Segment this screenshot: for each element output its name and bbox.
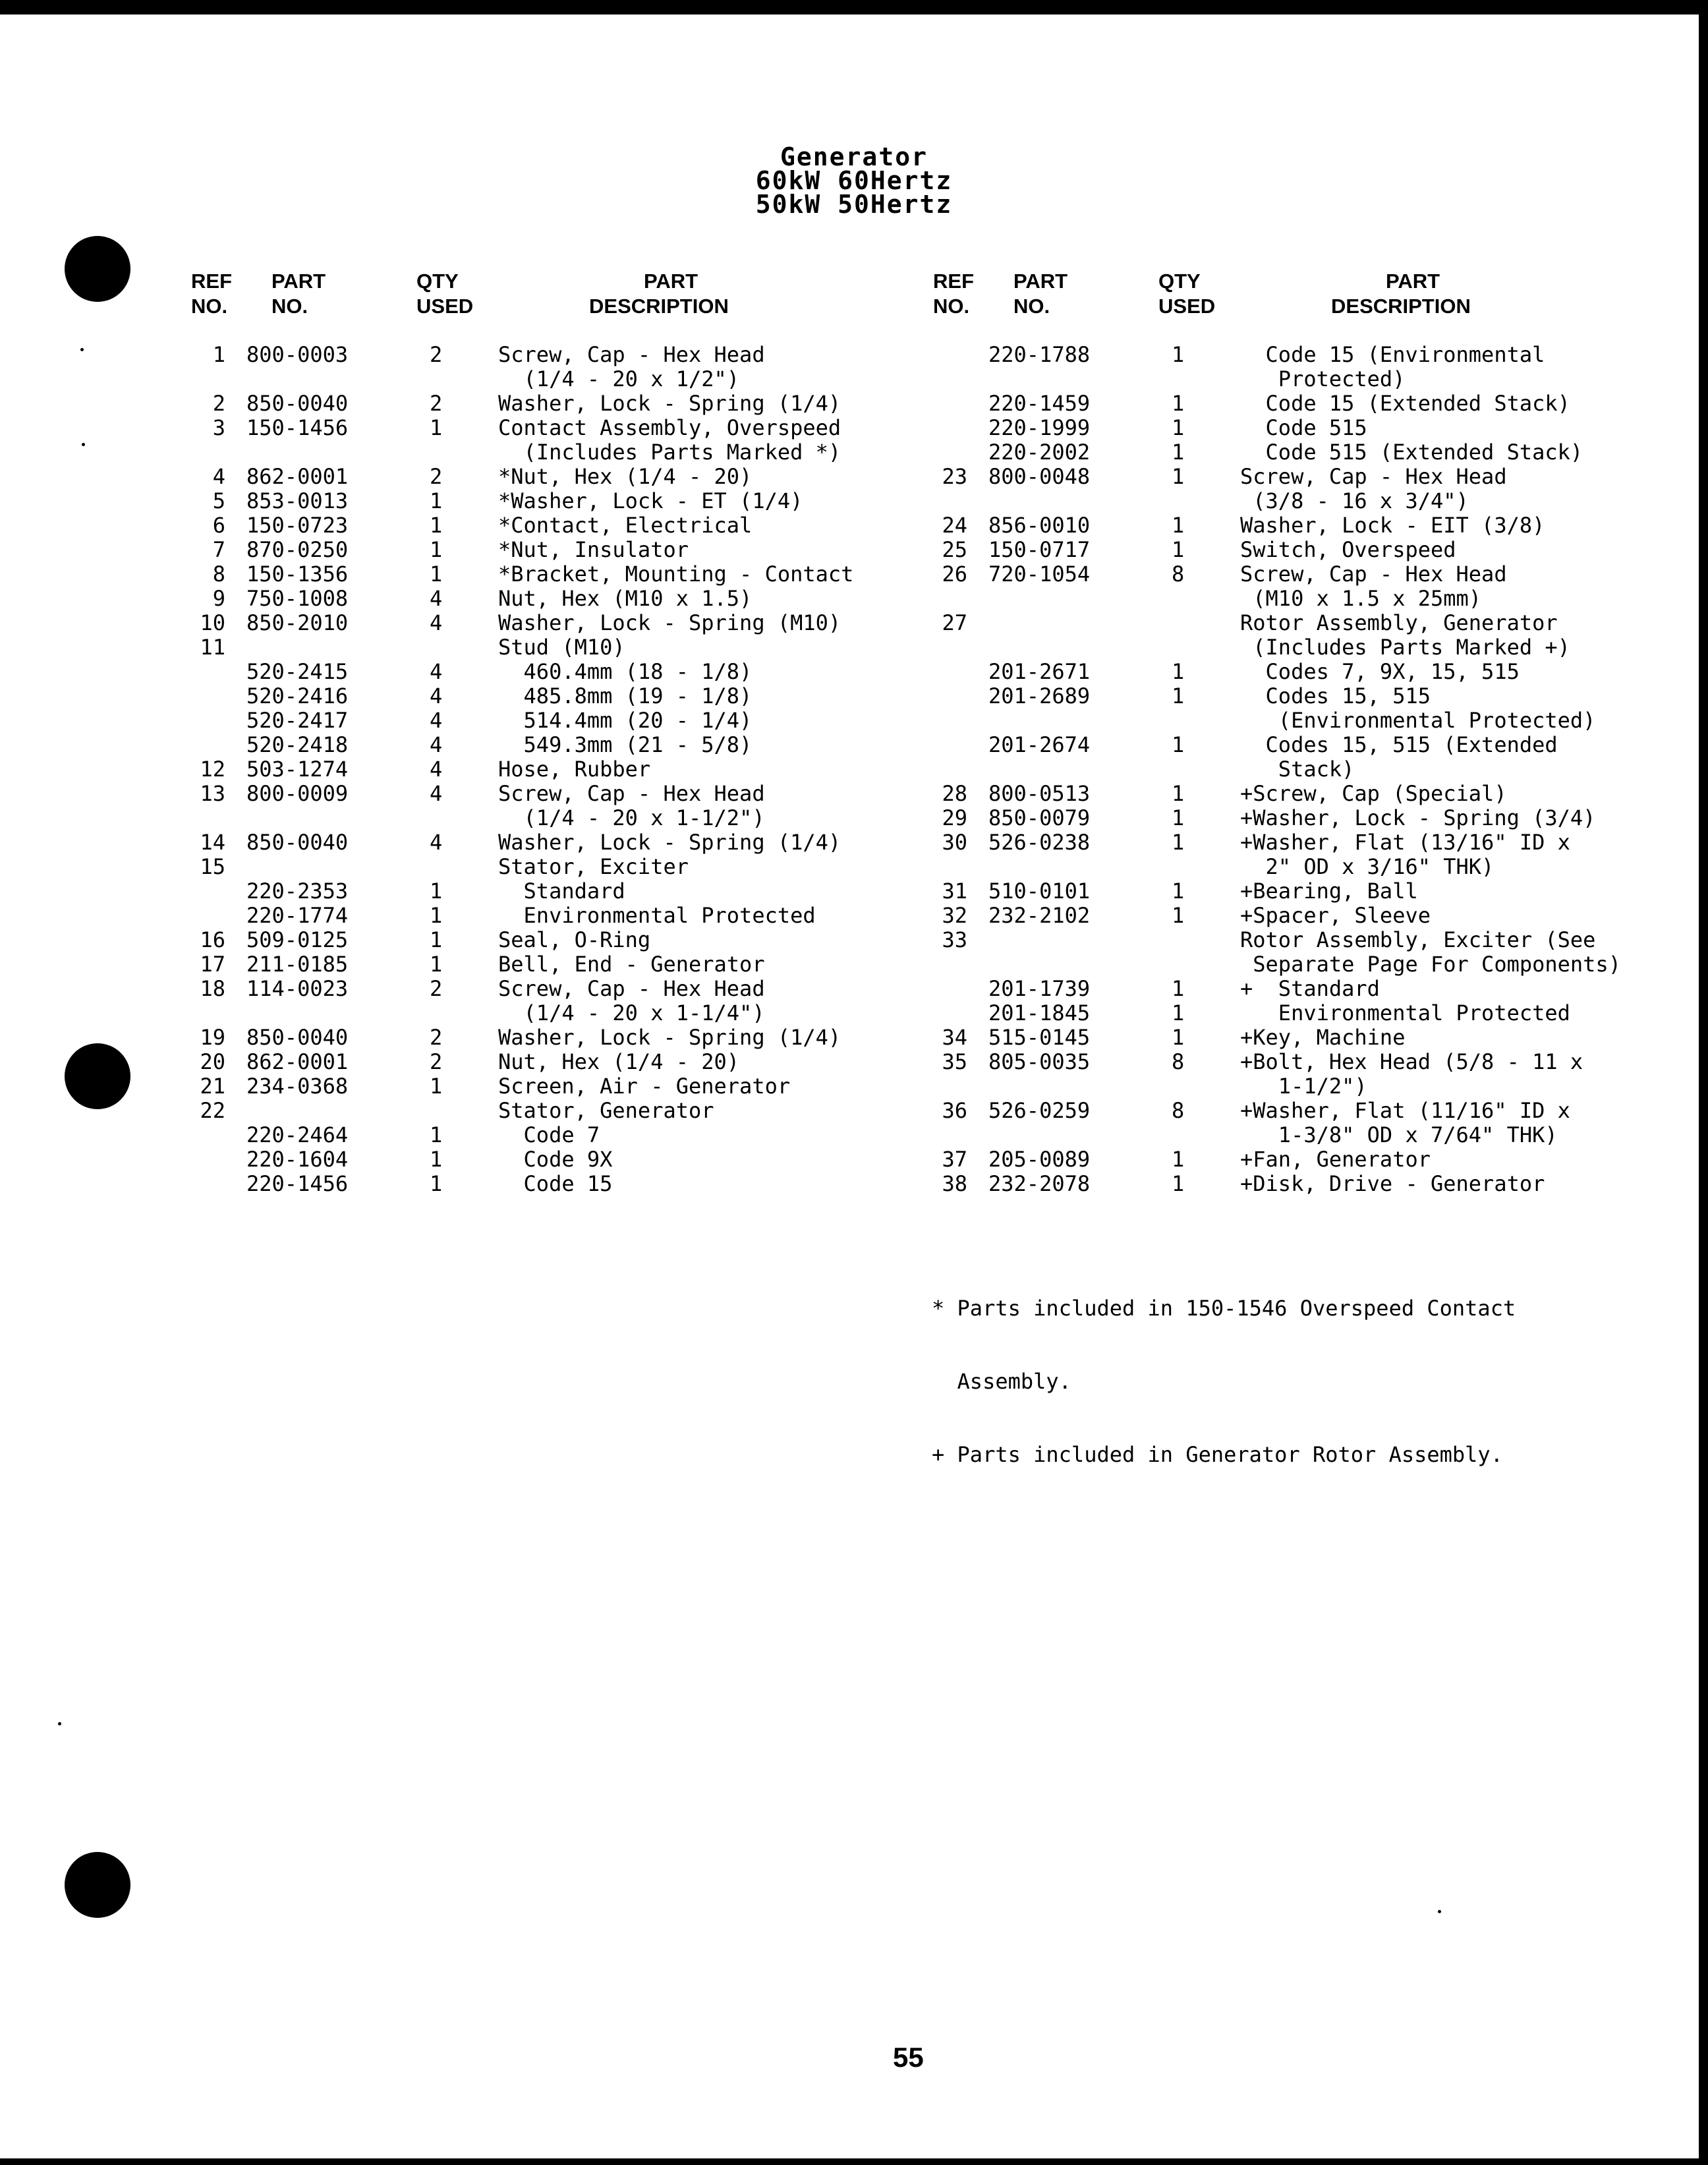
page-number: 55 — [893, 2042, 924, 2073]
description-cell: Stack) — [1240, 757, 1355, 782]
description-cell: 1-1/2") — [1240, 1074, 1367, 1099]
qty-cell: 1 — [430, 952, 443, 977]
description-cell: Stator, Exciter — [498, 854, 689, 879]
qty-cell: 1 — [1172, 683, 1185, 708]
binder-hole-top — [65, 236, 130, 302]
ref-cell: 19 — [200, 1025, 225, 1050]
description-cell: Code 7 — [498, 1122, 600, 1147]
scan-speck — [58, 1722, 61, 1725]
qty-cell: 1 — [1172, 1147, 1185, 1172]
qty-cell: 4 — [430, 732, 443, 757]
part-no-cell: 800-0048 — [988, 464, 1091, 489]
ref-cell: 15 — [200, 854, 225, 879]
part-no-cell: 220-1999 — [988, 415, 1091, 440]
part-no-cell: 526-0259 — [988, 1098, 1091, 1123]
ref-cell: 22 — [200, 1098, 225, 1123]
part-no-cell: 850-0040 — [246, 830, 349, 855]
ref-cell: 35 — [942, 1049, 967, 1074]
description-cell: Screw, Cap - Hex Head — [1240, 464, 1507, 489]
ref-cell: 33 — [942, 927, 967, 952]
header-part-no: NO. — [271, 295, 308, 318]
qty-cell: 4 — [430, 781, 443, 806]
ref-cell: 32 — [942, 903, 967, 928]
description-cell: Code 9X — [498, 1147, 613, 1172]
part-no-cell: 509-0125 — [246, 927, 349, 952]
qty-cell: 2 — [430, 391, 443, 416]
description-cell: 2" OD x 3/16" THK) — [1240, 854, 1494, 879]
ref-cell: 37 — [942, 1147, 967, 1172]
part-no-cell: 750-1008 — [246, 586, 349, 611]
part-no-cell: 510-0101 — [988, 879, 1091, 904]
description-cell: Contact Assembly, Overspeed — [498, 415, 841, 440]
description-cell: Rotor Assembly, Exciter (See — [1240, 927, 1596, 952]
description-cell: Code 15 (Extended Stack) — [1240, 391, 1570, 416]
header-qty: QTY — [416, 270, 459, 293]
qty-cell: 1 — [430, 1074, 443, 1099]
description-cell: *Washer, Lock - ET (1/4) — [498, 488, 803, 513]
part-no-cell: 232-2102 — [988, 903, 1091, 928]
qty-cell: 1 — [430, 879, 443, 904]
ref-cell: 16 — [200, 927, 225, 952]
description-cell: Screw, Cap - Hex Head — [498, 342, 765, 367]
ref-cell: 24 — [942, 513, 967, 538]
description-cell: +Spacer, Sleeve — [1240, 903, 1431, 928]
description-cell: Codes 15, 515 — [1240, 683, 1431, 708]
header-qty-used: USED — [1158, 295, 1216, 318]
qty-cell: 1 — [1172, 1025, 1185, 1050]
part-no-cell: 201-2674 — [988, 732, 1091, 757]
ref-cell: 4 — [212, 464, 225, 489]
description-cell: 485.8mm (19 - 1/8) — [498, 683, 753, 708]
ref-cell: 23 — [942, 464, 967, 489]
binder-hole-bottom — [65, 1852, 130, 1918]
ref-cell: 2 — [212, 391, 225, 416]
part-no-cell: 856-0010 — [988, 513, 1091, 538]
qty-cell: 4 — [430, 683, 443, 708]
description-cell: Code 15 — [498, 1171, 613, 1196]
qty-cell: 2 — [430, 976, 443, 1001]
part-no-cell: 150-0723 — [246, 513, 349, 538]
binder-hole-middle — [65, 1043, 130, 1109]
qty-cell: 4 — [430, 757, 443, 782]
part-no-cell: 526-0238 — [988, 830, 1091, 855]
qty-cell: 2 — [430, 1049, 443, 1074]
qty-cell: 1 — [1172, 732, 1185, 757]
part-no-cell: 800-0003 — [246, 342, 349, 367]
qty-cell: 1 — [1172, 513, 1185, 538]
part-no-cell: 862-0001 — [246, 1049, 349, 1074]
description-cell: Nut, Hex (1/4 - 20) — [498, 1049, 740, 1074]
qty-cell: 1 — [1172, 830, 1185, 855]
description-cell: Separate Page For Components) — [1240, 952, 1621, 977]
qty-cell: 2 — [430, 464, 443, 489]
header-qty: QTY — [1158, 270, 1201, 293]
ref-cell: 17 — [200, 952, 225, 977]
description-cell: Rotor Assembly, Generator — [1240, 610, 1558, 635]
part-no-cell: 220-1774 — [246, 903, 349, 928]
description-cell: Washer, Lock - Spring (1/4) — [498, 391, 841, 416]
qty-cell: 1 — [1172, 391, 1185, 416]
ref-cell: 13 — [200, 781, 225, 806]
description-cell: (3/8 - 16 x 3/4") — [1240, 488, 1469, 513]
ref-cell: 10 — [200, 610, 225, 635]
part-no-cell: 850-0040 — [246, 391, 349, 416]
description-cell: (1/4 - 20 x 1-1/4") — [498, 1000, 765, 1025]
description-cell: +Disk, Drive - Generator — [1240, 1171, 1545, 1196]
qty-cell: 1 — [1172, 781, 1185, 806]
qty-cell: 1 — [430, 927, 443, 952]
header-desc: PART — [644, 270, 698, 293]
description-cell: Standard — [498, 879, 625, 904]
header-ref-no: NO. — [191, 295, 228, 318]
part-no-cell: 220-2464 — [246, 1122, 349, 1147]
scan-border-bottom — [0, 2158, 1708, 2165]
title-line-3: 50kW 50Hertz — [755, 190, 953, 219]
part-no-cell: 862-0001 — [246, 464, 349, 489]
part-no-cell: 870-0250 — [246, 537, 349, 562]
description-cell: 514.4mm (20 - 1/4) — [498, 708, 753, 733]
part-no-cell: 220-1459 — [988, 391, 1091, 416]
ref-cell: 30 — [942, 830, 967, 855]
qty-cell: 1 — [430, 1171, 443, 1196]
description-cell: +Washer, Flat (11/16" ID x — [1240, 1098, 1570, 1123]
part-no-cell: 520-2417 — [246, 708, 349, 733]
description-cell: +Washer, Lock - Spring (3/4) — [1240, 805, 1596, 830]
part-no-cell: 520-2415 — [246, 659, 349, 684]
qty-cell: 4 — [430, 830, 443, 855]
header-desc-label: DESCRIPTION — [1331, 295, 1471, 318]
description-cell: Nut, Hex (M10 x 1.5) — [498, 586, 753, 611]
ref-cell: 38 — [942, 1171, 967, 1196]
part-no-cell: 201-1739 — [988, 976, 1091, 1001]
part-no-cell: 201-1845 — [988, 1000, 1091, 1025]
part-no-cell: 515-0145 — [988, 1025, 1091, 1050]
header-part-no: NO. — [1013, 295, 1050, 318]
ref-cell: 11 — [200, 635, 225, 660]
qty-cell: 1 — [430, 1147, 443, 1172]
qty-cell: 1 — [430, 1122, 443, 1147]
qty-cell: 1 — [1172, 659, 1185, 684]
qty-cell: 1 — [1172, 1000, 1185, 1025]
description-cell: 549.3mm (21 - 5/8) — [498, 732, 753, 757]
qty-cell: 4 — [430, 708, 443, 733]
description-cell: *Contact, Electrical — [498, 513, 753, 538]
scan-border-right — [1699, 0, 1708, 2165]
description-cell: Screw, Cap - Hex Head — [498, 781, 765, 806]
description-cell: Screen, Air - Generator — [498, 1074, 791, 1099]
description-cell: *Nut, Insulator — [498, 537, 689, 562]
qty-cell: 4 — [430, 586, 443, 611]
description-cell: Bell, End - Generator — [498, 952, 765, 977]
description-cell: Switch, Overspeed — [1240, 537, 1456, 562]
part-no-cell: 150-0717 — [988, 537, 1091, 562]
description-cell: +Bolt, Hex Head (5/8 - 11 x — [1240, 1049, 1583, 1074]
ref-cell: 18 — [200, 976, 225, 1001]
footnote-asterisk: * Parts included in 150-1546 Overspeed Contact — [932, 1296, 1516, 1321]
header-qty-used: USED — [416, 295, 474, 318]
part-no-cell: 503-1274 — [246, 757, 349, 782]
footnote-plus: + Parts included in Generator Rotor Assembly. — [932, 1442, 1503, 1467]
description-cell: (Includes Parts Marked *) — [498, 440, 841, 465]
description-cell: +Screw, Cap (Special) — [1240, 781, 1507, 806]
description-cell: + Standard — [1240, 976, 1380, 1001]
description-cell: +Washer, Flat (13/16" ID x — [1240, 830, 1570, 855]
part-no-cell: 720-1054 — [988, 562, 1091, 587]
part-no-cell: 850-0040 — [246, 1025, 349, 1050]
description-cell: Protected) — [1240, 366, 1406, 391]
part-no-cell: 220-1604 — [246, 1147, 349, 1172]
qty-cell: 1 — [1172, 1171, 1185, 1196]
qty-cell: 4 — [430, 659, 443, 684]
qty-cell: 1 — [430, 562, 443, 587]
part-no-cell: 201-2671 — [988, 659, 1091, 684]
title-line-2: 60kW 60Hertz — [755, 166, 953, 195]
ref-cell: 14 — [200, 830, 225, 855]
part-no-cell: 520-2416 — [246, 683, 349, 708]
description-cell: Seal, O-Ring — [498, 927, 651, 952]
ref-cell: 20 — [200, 1049, 225, 1074]
header-part: PART — [1013, 270, 1068, 293]
qty-cell: 1 — [1172, 903, 1185, 928]
description-cell: (1/4 - 20 x 1/2") — [498, 366, 740, 391]
description-cell: Hose, Rubber — [498, 757, 651, 782]
description-cell: (Includes Parts Marked +) — [1240, 635, 1570, 660]
ref-cell: 12 — [200, 757, 225, 782]
part-no-cell: 201-2689 — [988, 683, 1091, 708]
qty-cell: 8 — [1172, 562, 1185, 587]
ref-cell: 7 — [212, 537, 225, 562]
description-cell: Environmental Protected — [1240, 1000, 1570, 1025]
footnotes — [932, 1248, 1516, 1491]
part-no-cell: 234-0368 — [246, 1074, 349, 1099]
ref-cell: 36 — [942, 1098, 967, 1123]
part-no-cell: 232-2078 — [988, 1171, 1091, 1196]
ref-cell: 8 — [212, 562, 225, 587]
qty-cell: 1 — [1172, 805, 1185, 830]
qty-cell: 1 — [1172, 976, 1185, 1001]
qty-cell: 1 — [430, 537, 443, 562]
description-cell: Washer, Lock - Spring (1/4) — [498, 1025, 841, 1050]
qty-cell: 1 — [430, 513, 443, 538]
qty-cell: 1 — [430, 903, 443, 928]
part-no-cell: 150-1356 — [246, 562, 349, 587]
ref-cell: 6 — [212, 513, 225, 538]
description-cell: Screw, Cap - Hex Head — [1240, 562, 1507, 587]
ref-cell: 25 — [942, 537, 967, 562]
description-cell: *Nut, Hex (1/4 - 20) — [498, 464, 753, 489]
part-no-cell: 220-1788 — [988, 342, 1091, 367]
ref-cell: 31 — [942, 879, 967, 904]
header-ref: REF — [933, 270, 974, 293]
part-no-cell: 211-0185 — [246, 952, 349, 977]
title-line-1: Generator — [780, 142, 928, 171]
description-cell: *Bracket, Mounting - Contact — [498, 562, 854, 587]
ref-cell: 29 — [942, 805, 967, 830]
part-no-cell: 520-2418 — [246, 732, 349, 757]
description-cell: Code 515 — [1240, 415, 1367, 440]
part-no-cell: 150-1456 — [246, 415, 349, 440]
description-cell: Environmental Protected — [498, 903, 816, 928]
ref-cell: 26 — [942, 562, 967, 587]
ref-cell: 34 — [942, 1025, 967, 1050]
qty-cell: 8 — [1172, 1098, 1185, 1123]
header-ref: REF — [191, 270, 232, 293]
ref-cell: 1 — [212, 342, 225, 367]
qty-cell: 1 — [1172, 879, 1185, 904]
part-no-cell: 220-2353 — [246, 879, 349, 904]
description-cell: Washer, Lock - Spring (1/4) — [498, 830, 841, 855]
qty-cell: 8 — [1172, 1049, 1185, 1074]
qty-cell: 4 — [430, 610, 443, 635]
header-desc-label: DESCRIPTION — [589, 295, 729, 318]
description-cell: +Bearing, Ball — [1240, 879, 1418, 904]
header-ref-no: NO. — [933, 295, 970, 318]
ref-cell: 5 — [212, 488, 225, 513]
description-cell: (Environmental Protected) — [1240, 708, 1596, 733]
qty-cell: 1 — [1172, 415, 1185, 440]
description-cell: Washer, Lock - Spring (M10) — [498, 610, 841, 635]
description-cell: +Key, Machine — [1240, 1025, 1406, 1050]
qty-cell: 1 — [430, 488, 443, 513]
description-cell: (1/4 - 20 x 1-1/2") — [498, 805, 765, 830]
part-no-cell: 805-0035 — [988, 1049, 1091, 1074]
qty-cell: 1 — [1172, 537, 1185, 562]
part-no-cell: 220-2002 — [988, 440, 1091, 465]
part-no-cell: 220-1456 — [246, 1171, 349, 1196]
description-cell: Stud (M10) — [498, 635, 625, 660]
ref-cell: 9 — [212, 586, 225, 611]
description-cell: Codes 7, 9X, 15, 515 — [1240, 659, 1520, 684]
qty-cell: 1 — [430, 415, 443, 440]
header-desc: PART — [1386, 270, 1440, 293]
ref-cell: 3 — [212, 415, 225, 440]
description-cell: Code 515 (Extended Stack) — [1240, 440, 1583, 465]
part-no-cell: 800-0009 — [246, 781, 349, 806]
qty-cell: 1 — [1172, 342, 1185, 367]
description-cell: (M10 x 1.5 x 25mm) — [1240, 586, 1482, 611]
ref-cell: 28 — [942, 781, 967, 806]
description-cell: +Fan, Generator — [1240, 1147, 1431, 1172]
description-cell: Screw, Cap - Hex Head — [498, 976, 765, 1001]
qty-cell: 1 — [1172, 464, 1185, 489]
scan-border-top — [0, 0, 1708, 14]
description-cell: Codes 15, 515 (Extended — [1240, 732, 1558, 757]
scan-speck — [80, 348, 84, 351]
ref-cell: 27 — [942, 610, 967, 635]
qty-cell: 2 — [430, 1025, 443, 1050]
footnote-asterisk-cont: Assembly. — [932, 1369, 1071, 1394]
ref-cell: 21 — [200, 1074, 225, 1099]
scan-speck — [82, 443, 85, 446]
description-cell: Washer, Lock - EIT (3/8) — [1240, 513, 1545, 538]
qty-cell: 1 — [1172, 440, 1185, 465]
part-no-cell: 800-0513 — [988, 781, 1091, 806]
description-cell: 460.4mm (18 - 1/8) — [498, 659, 753, 684]
description-cell: 1-3/8" OD x 7/64" THK) — [1240, 1122, 1558, 1147]
header-part: PART — [271, 270, 326, 293]
page-title — [0, 142, 1708, 219]
part-no-cell: 205-0089 — [988, 1147, 1091, 1172]
scan-speck — [1438, 1910, 1441, 1913]
qty-cell: 2 — [430, 342, 443, 367]
part-no-cell: 114-0023 — [246, 976, 349, 1001]
part-no-cell: 850-2010 — [246, 610, 349, 635]
description-cell: Stator, Generator — [498, 1098, 714, 1123]
description-cell: Code 15 (Environmental — [1240, 342, 1545, 367]
part-no-cell: 853-0013 — [246, 488, 349, 513]
part-no-cell: 850-0079 — [988, 805, 1091, 830]
